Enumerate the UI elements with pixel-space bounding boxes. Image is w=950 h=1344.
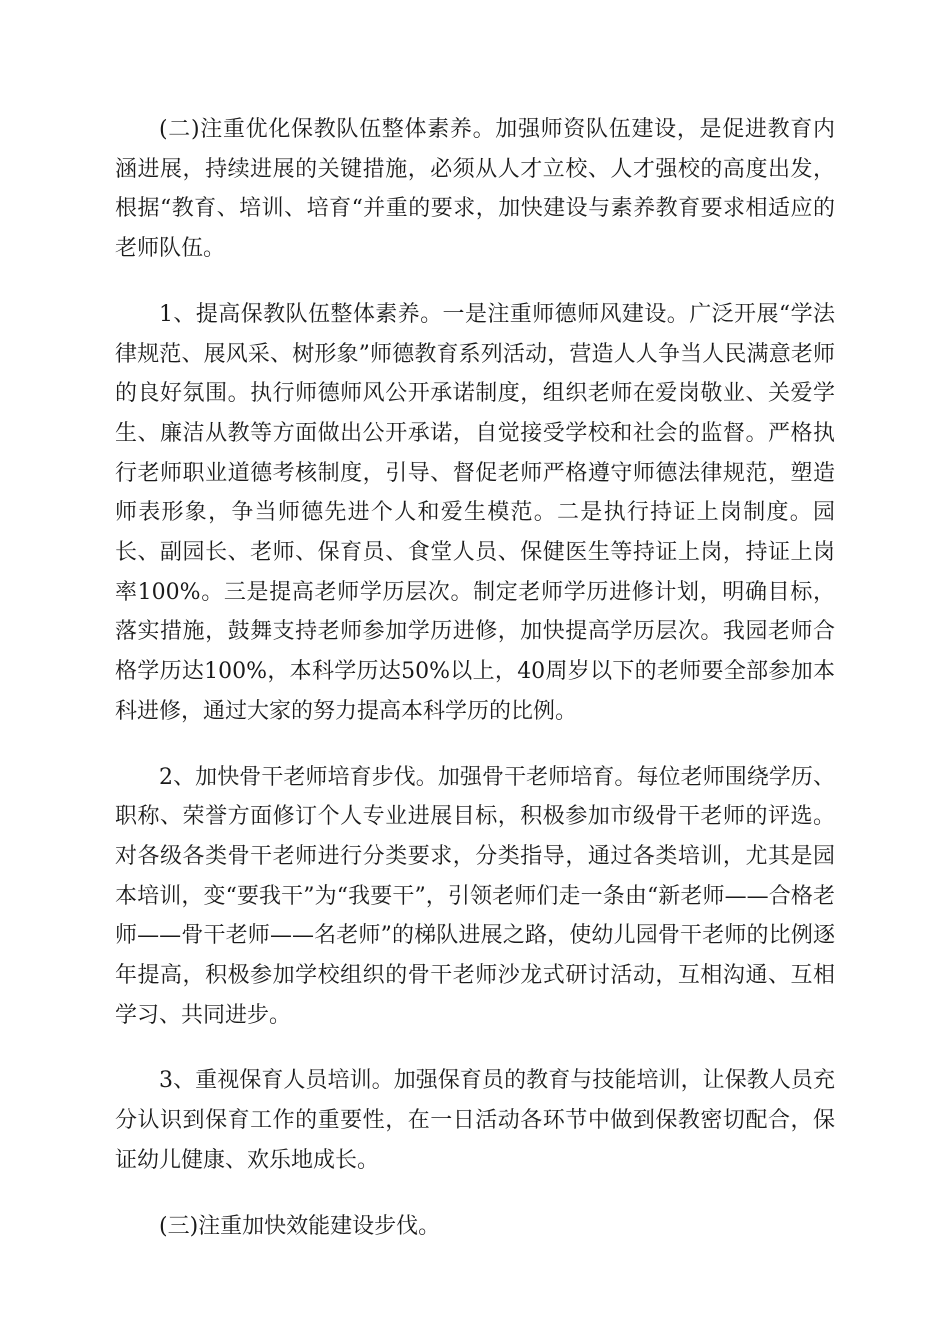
paragraph-section-3-heading: (三)注重加快效能建设步伐。 (159, 1213, 441, 1239)
document-body (115, 110, 835, 1272)
paragraph-item-2: 2、加快骨干老师培育步伐。加强骨干老师培育。每位老师围绕学历、职称、荣誉方面修订个人专业进展目标，积极参加市级骨干老师的评选。对各级各类骨干老师进行分类要求，分类指导，通过各类培训，尤其是园本培训，变“要我干”为“我要干”，引领老师们走一条由“新老师——合格老师——骨干老师——名老师”的梯队进展之路，使幼儿园骨干老师的比例逐年提高，积极参加学校组织的骨干老师沙龙式研讨活动，互相沟通、互相学习、共同进步。 (115, 764, 835, 1028)
paragraph-item-3: 3、重视保育人员培训。加强保育员的教育与技能培训，让保教人员充分认识到保育工作的重要性，在一日活动各环节中做到保教密切配合，保证幼儿健康、欢乐地成长。 (115, 1068, 835, 1173)
paragraph-section-2-intro: (二)注重优化保教队伍整体素养。加强师资队伍建设，是促进教育内涵进展，持续进展的关键措施，必须从人才立校、人才强校的高度出发，根据“教育、培训、培育“并重的要求，加快建设与素养教育要求相适应的老师队伍。 (115, 117, 835, 262)
paragraph-item-1: 1、提高保教队伍整体素养。一是注重师德师风建设。广泛开展“学法律规范、展风采、树形象”师德教育系列活动，营造人人争当人民满意老师的良好氛围。执行师德师风公开承诺制度，组织老师在爱岗敬业、关爱学生、廉洁从教等方面做出公开承诺，自觉接受学校和社会的监督。严格执行老师职业道德考核制度，引导、督促老师严格遵守师德法律规范，塑造师表形象，争当师德先进个人和爱生模范。二是执行持证上岗制度。园长、副园长、老师、保育员、食堂人员、保健医生等持证上岗，持证上岗率100%。三是提高老师学历层次。制定老师学历进修计划，明确目标，落实措施，鼓舞支持老师参加学历进修，加快提高学历层次。我园老师合格学历达100%，本科学历达50%以上，40周岁以下的老师要全部参加本科进修，通过大家的努力提高本科学历的比例。 (115, 301, 835, 724)
